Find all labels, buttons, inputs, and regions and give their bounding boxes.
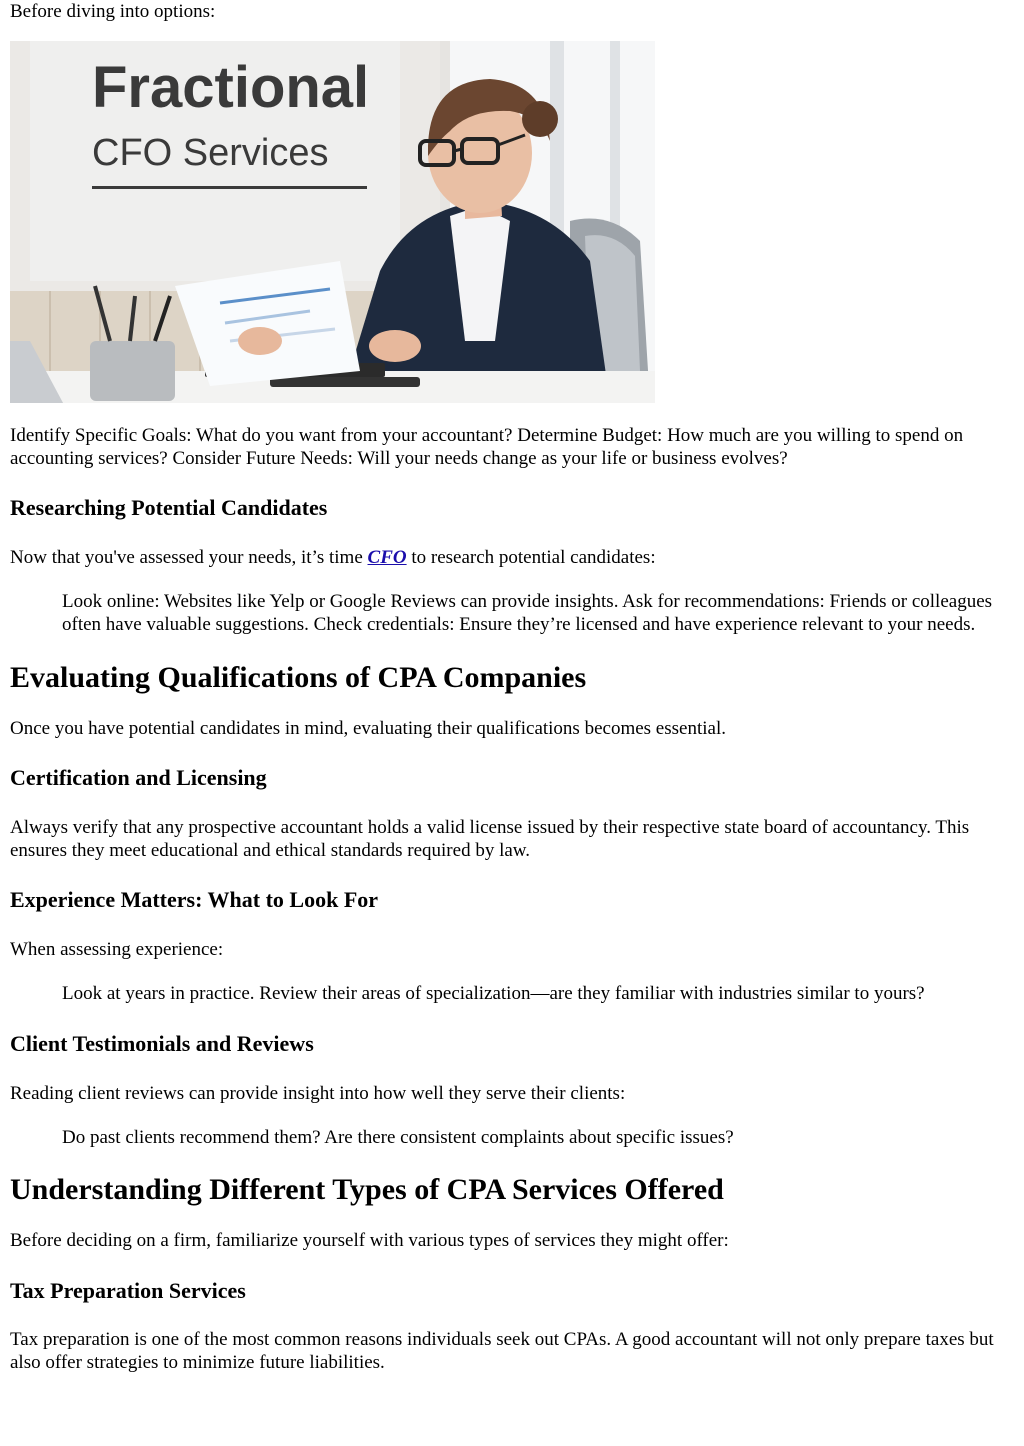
heading-evaluating: Evaluating Qualifications of CPA Companies [10, 661, 587, 694]
sign-line1: Fractional [92, 55, 370, 120]
certification-text: Always verify that any prospective accountant holds a valid license issued by their respective state board of accountancy. This ensures they meet educational and ethical standards required by law. [10, 817, 970, 861]
sign-line2: CFO Services [92, 132, 329, 174]
hero-image [10, 41, 655, 403]
testimonials-intro: Reading client reviews can provide insight into how well they serve their clients: [10, 1083, 626, 1104]
services-intro: Before deciding on a firm, familiarize yourself with various types of services they might offer: [10, 1230, 729, 1251]
heading-services: Understanding Different Types of CPA Services Offered [10, 1173, 724, 1206]
researching-quote: Look online: Websites like Yelp or Google Reviews can provide insights. Ask for recommendations: Friends or colleagues often have valuable suggestions. Check credentials: Ensure they’re licensed and have experience relevant to your needs. [62, 591, 993, 635]
intro-text: Before diving into options: [10, 1, 216, 22]
cfo-link[interactable]: CFO [367, 547, 407, 568]
testimonials-quote: Do past clients recommend them? Are there consistent complaints about specific issues? [62, 1127, 734, 1148]
heading-certification: Certification and Licensing [10, 765, 267, 790]
tax-text: Tax preparation is one of the most common reasons individuals seek out CPAs. A good accountant will not only prepare taxes but also offer strategies to minimize future liabilities. [10, 1329, 994, 1373]
goals-paragraph: Identify Specific Goals: What do you want from your accountant? Determine Budget: How much are you willing to spend on accounting services? Consider Future Needs: Will your needs change as your life or business evolves? [10, 425, 964, 469]
heading-testimonials: Client Testimonials and Reviews [10, 1031, 314, 1056]
researching-lead-before: Now that you've assessed your needs, it’s time [10, 547, 368, 568]
experience-intro: When assessing experience: [10, 939, 224, 960]
heading-researching: Researching Potential Candidates [10, 495, 328, 520]
evaluating-intro: Once you have potential candidates in mind, evaluating their qualifications becomes essential. [10, 718, 726, 739]
researching-lead [10, 546, 1014, 569]
researching-lead-after: to research potential candidates: [406, 547, 656, 568]
heading-tax: Tax Preparation Services [10, 1278, 246, 1303]
heading-experience: Experience Matters: What to Look For [10, 887, 379, 912]
experience-quote: Look at years in practice. Review their areas of specialization—are they familiar with industries similar to yours? [62, 983, 925, 1004]
